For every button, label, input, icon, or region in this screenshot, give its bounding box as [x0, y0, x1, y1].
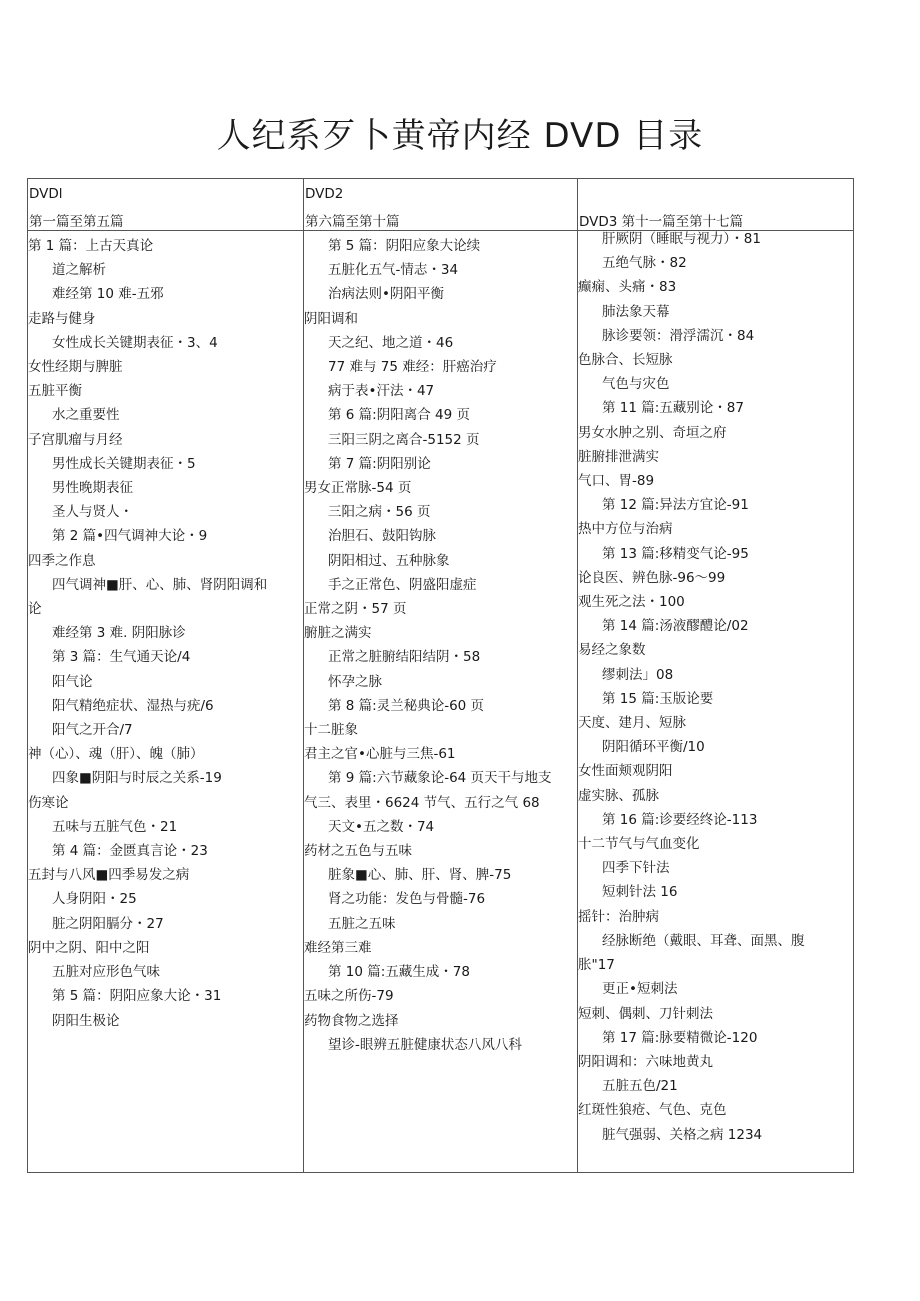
list-item: 第 3 篇：生气通天论/4: [52, 649, 191, 666]
list-item: 色脉合、长短脉: [578, 352, 673, 369]
body-row: [28, 231, 854, 1173]
list-item: 男性成长关键期表征・5: [52, 455, 196, 472]
list-item: 77 难与 75 难经：肝癌治疗: [328, 359, 497, 376]
list-item: 水之重要性: [52, 407, 120, 424]
list-item: 热中方位与治病: [578, 521, 673, 538]
list-item: 五脏对应形色气味: [52, 964, 160, 981]
list-item: 五味之所伤-79: [304, 988, 394, 1005]
list-item: 阴阳调和：六味地黄丸: [578, 1053, 713, 1070]
list-item: 走路与健身: [28, 310, 96, 327]
list-item: 第 4 篇：金匮真言论・23: [52, 843, 208, 860]
list-item: 君主之官•心脏与三焦-61: [304, 746, 456, 763]
list-item: 难经第三难: [304, 939, 372, 956]
column-header-dvd2: [304, 179, 578, 231]
chapter-range: DVD3 第十一篇至第十七篇: [579, 214, 744, 230]
list-item: 难经第 3 难. 阴阳脉诊: [52, 625, 186, 642]
list-item: 伤寒论: [28, 794, 69, 811]
list-item: 第 6 篇:阴阳离合 49 页: [328, 407, 470, 424]
chapter-range: 第六篇至第十篇: [305, 214, 400, 230]
list-item: 气三、表里・6624 节气、五行之气 68: [304, 794, 540, 811]
disc-label: DVD2: [305, 186, 344, 202]
list-item: 五封与八风■四季易发之病: [28, 867, 190, 884]
list-item: 脏气强弱、关格之病 1234: [602, 1126, 763, 1143]
list-item: 肺法象天幕: [602, 303, 670, 320]
list-item: 经脉断绝（戴眼、耳聋、面黑、腹: [602, 932, 805, 949]
list-item: 观生死之法・100: [578, 594, 685, 611]
list-item: 易经之象数: [578, 642, 646, 659]
list-item: 阴阳生极论: [52, 1012, 120, 1029]
list-item: 望诊-眼辨五脏健康状态八风八科: [328, 1036, 522, 1053]
list-item: 阴中之阴、阳中之阳: [28, 939, 150, 956]
topic-list: [28, 231, 303, 1033]
list-item: 气色与灾色: [602, 376, 670, 393]
header-row: [28, 179, 854, 231]
list-item: 更正•短刺法: [602, 981, 678, 998]
list-item: 缪刺法」08: [602, 666, 674, 683]
list-item: 五绝气脉・82: [602, 255, 687, 272]
list-item: 正常之脏腑结阳结阴・58: [328, 649, 481, 666]
list-item: 治胆石、鼓阳钩脉: [328, 528, 436, 545]
list-item: 五脏化五气-情志・34: [328, 262, 459, 279]
list-item: 治病法则•阴阳平衡: [328, 286, 444, 303]
list-item: 阳气之开合/7: [52, 722, 133, 739]
list-item: 阴阳循环平衡/10: [602, 739, 705, 756]
list-item: 第 2 篇•四气调神大论・9: [52, 528, 208, 545]
list-item: 五脏平衡: [28, 383, 82, 400]
list-item: 第 17 篇:脉要精微论-120: [602, 1029, 758, 1046]
list-item: 天文•五之数・74: [328, 818, 435, 835]
list-item: 第 11 篇:五藏别论・87: [602, 400, 744, 417]
list-item: 四象■阴阳与时辰之关系-19: [52, 770, 222, 787]
list-item: 圣人与贤人・: [52, 504, 133, 521]
list-item: 腑脏之满实: [304, 625, 372, 642]
list-item: 五味与五脏气色・21: [52, 818, 178, 835]
list-item: 第 5 篇：阴阳应象大论续: [328, 238, 481, 254]
list-item: 四季之作息: [28, 552, 96, 569]
list-item: 三阳三阴之离合-5152 页: [328, 431, 480, 448]
list-item: 第 14 篇:汤液醪醴论/02: [602, 618, 749, 635]
list-item: 第 12 篇:异法方宜论-91: [602, 497, 749, 514]
list-item: 红斑性狼疮、气色、克色: [578, 1102, 727, 1119]
list-item: 女性成长关键期表征・3、4: [52, 334, 218, 351]
list-item: 脏之阴阳膈分・27: [52, 915, 164, 932]
list-item: 手之正常色、阴盛阳虚症: [328, 576, 477, 593]
list-item: 阴阳调和: [304, 310, 358, 327]
list-item: 正常之阴・57 页: [304, 601, 407, 618]
list-item: 道之解析: [52, 262, 106, 279]
list-item: 天度、建月、短脉: [578, 715, 686, 732]
list-item: 女性经期与脾脏: [28, 359, 123, 376]
list-item: 第 7 篇:阴阳别论: [328, 455, 431, 472]
list-item: 论良医、辨色脉-96～99: [578, 569, 726, 586]
list-item: 男女水肿之别、奇垣之府: [578, 424, 727, 441]
list-item: 阳气精绝症状、湿热与疣/6: [52, 697, 214, 714]
list-item: 子宫肌瘤与月经: [28, 431, 123, 448]
list-item: 虚实脉、孤脉: [578, 787, 659, 804]
list-item: 胀"17: [578, 957, 615, 974]
list-item: 脏腑排泄满实: [578, 448, 659, 465]
list-item: 四气调神■肝、心、肺、肾阴阳调和: [52, 576, 268, 593]
list-item: 四季下针法: [602, 860, 670, 877]
list-item: 人身阴阳・25: [52, 891, 137, 908]
list-item: 男女正常脉-54 页: [304, 480, 412, 497]
column-header-dvd3: [578, 179, 854, 231]
list-item: 肾之功能：发色与骨髓-76: [328, 891, 486, 908]
list-item: 第 15 篇:玉版论要: [602, 690, 714, 707]
list-item: 第 8 篇:灵兰秘典论-60 页: [328, 697, 485, 714]
list-item: 气口、胃-89: [578, 473, 655, 490]
list-item: 第 9 篇:六节藏象论-64 页天干与地支: [328, 770, 552, 787]
list-item: 第 10 篇:五藏生成・78: [328, 964, 470, 981]
list-item: 药物食物之选择: [304, 1012, 399, 1029]
column-dvd1: [28, 231, 304, 1173]
disc-label: DVDl: [29, 186, 63, 202]
list-item: 第 16 篇:诊要经终论-113: [602, 811, 758, 828]
list-item: 难经第 10 难-五邪: [52, 286, 164, 303]
list-item: 神（心）、魂（肝）、魄（肺）: [28, 746, 204, 763]
page-title: 人纪系歹卜黄帝内经 DVD 目录: [216, 116, 704, 156]
chapter-range: 第一篇至第五篇: [29, 214, 124, 230]
list-item: 药材之五色与五味: [304, 843, 412, 860]
list-item: 论: [28, 601, 42, 618]
list-item: 第 1 篇：上古天真论: [28, 238, 154, 254]
list-item: 阴阳相过、五种脉象: [328, 552, 450, 569]
list-item: 短刺、偶刺、刀针刺法: [578, 1005, 713, 1022]
list-item: 男性晚期表征: [52, 480, 133, 497]
list-item: 脏象■心、肺、肝、肾、脾-75: [328, 867, 512, 884]
list-item: 阳气论: [52, 673, 93, 690]
list-item: 第 13 篇:移精变气论-95: [602, 545, 749, 562]
topic-list: [578, 231, 853, 1147]
list-item: 天之纪、地之道・46: [328, 334, 454, 351]
list-item: 五脏五色/21: [602, 1078, 678, 1095]
list-item: 第 5 篇：阴阳应象大论・31: [52, 988, 222, 1005]
list-item: 五脏之五味: [328, 915, 396, 932]
list-item: 女性面颊观阴阳: [578, 763, 673, 780]
list-item: 十二脏象: [304, 722, 358, 739]
list-item: 病于表•汗法・47: [328, 383, 435, 400]
column-dvd3: [578, 231, 854, 1173]
list-item: 三阳之病・56 页: [328, 504, 431, 521]
topic-list: [304, 231, 577, 1057]
list-item: 十二节气与气血变化: [578, 836, 700, 853]
column-header-dvd1: [28, 179, 304, 231]
column-dvd2: [304, 231, 578, 1173]
list-item: 肝厥阴（睡眠与视力）・81: [602, 231, 761, 247]
list-item: 摇针：治肿病: [578, 908, 659, 925]
toc-table: [27, 178, 854, 1173]
list-item: 癫痫、头痛・83: [578, 279, 677, 296]
list-item: 怀孕之脉: [328, 673, 382, 690]
list-item: 短刺针法 16: [602, 884, 678, 901]
list-item: 脉诊要领：滑浮濡沉・84: [602, 327, 755, 344]
